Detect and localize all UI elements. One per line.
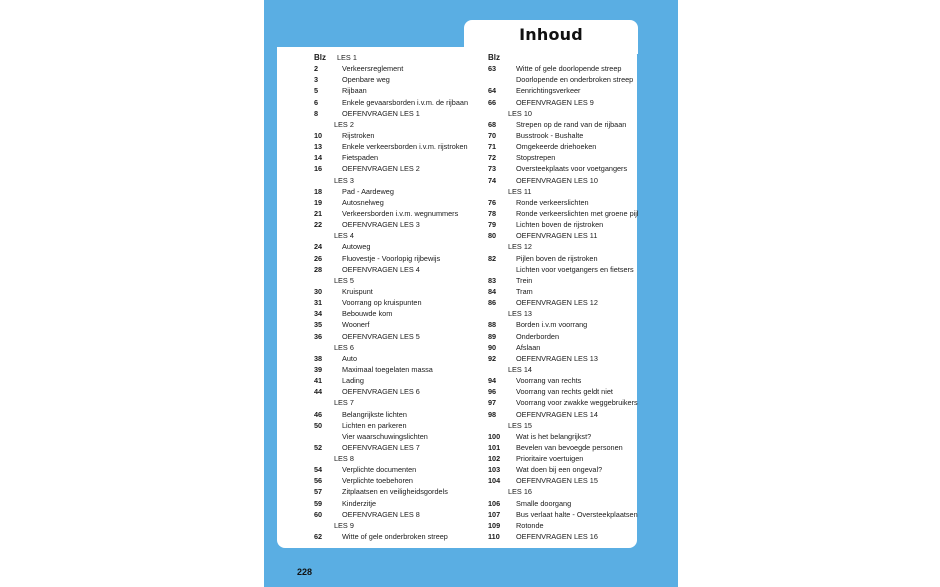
page-ref: 38 [314,353,323,363]
entry-title: Enkele gevaarsborden i.v.m. de rijbaan [342,97,469,107]
entry-title: Verkeersborden i.v.m. wegnummers [342,208,459,218]
entry-title: Witte of gele doorlopende streep [516,64,622,74]
entry-title: Maximaal toegelaten massa [342,364,433,374]
page-ref: 100 [488,431,501,441]
page-ref: 39 [314,364,323,374]
page-ref: 96 [488,387,497,397]
page-ref: 50 [314,420,323,430]
page-ref: 54 [314,465,323,475]
page-ref: 92 [488,353,497,363]
entry-title: OEFENVRAGEN LES 7 [342,442,420,452]
entry-title: Witte of gele onderbroken streep [342,532,448,542]
lesson-heading: LES 15 [508,420,532,430]
page-ref: 66 [488,97,497,107]
page-ref: 14 [314,153,323,163]
page-ref: 3 [314,75,319,85]
lesson-heading: LES 11 [508,186,532,196]
page-ref: 59 [314,498,323,508]
entry-title: Oversteekplaats voor voetgangers [516,164,628,174]
entry-title: OEFENVRAGEN LES 11 [516,231,598,241]
page-ref: 109 [488,520,501,530]
page-ref: 8 [314,108,319,118]
page-ref: 70 [488,130,497,140]
page-ref: 76 [488,197,497,207]
page-ref: 107 [488,509,501,519]
entry-title: Wat doen bij een ongeval? [516,465,603,475]
page-number: 228 [297,567,313,577]
page-ref: 83 [488,275,497,285]
entry-title: Strepen op de rand van de rijbaan [516,119,627,129]
lesson-heading: LES 2 [334,119,354,129]
page-ref: 90 [488,342,497,352]
entry-title: Wat is het belangrijkst? [516,431,592,441]
page-ref: 2 [314,64,319,74]
entry-title: Zitplaatsen en veiligheidsgordels [342,487,448,497]
page-ref: 104 [488,476,501,486]
lesson-heading: LES 1 [337,53,357,62]
entry-title: Omgekeerde driehoeken [516,142,597,152]
page-ref: 106 [488,498,501,508]
entry-title: Bus verlaat halte - Oversteekplaatsen [516,509,638,519]
entry-title: Pad - Aardeweg [342,186,394,196]
page-ref: 46 [314,409,323,419]
page-ref: 89 [488,331,497,341]
entry-title: Lichten voor voetgangers en fietsers [516,264,634,274]
page-ref: 13 [314,142,323,152]
entry-title: Vier waarschuwingslichten [342,431,428,441]
lesson-heading: LES 14 [508,364,532,374]
entry-title: Tram [516,286,533,296]
page-ref: 64 [488,86,497,96]
entry-title: Verkeersreglement [342,64,404,74]
entry-title: Stopstrepen [516,153,556,163]
entry-title: Woonerf [342,320,370,330]
entry-title: Voorrang van rechts geldt niet [516,387,613,397]
page-ref: 24 [314,242,323,252]
entry-title: Autoweg [342,242,371,252]
page-ref: 56 [314,476,323,486]
entry-title: OEFENVRAGEN LES 2 [342,164,420,174]
page-title: Inhoud [519,25,583,44]
entry-title: OEFENVRAGEN LES 14 [516,409,598,419]
entry-title: Verplichte toebehoren [342,476,413,486]
entry-title: Borden i.v.m voorrang [516,320,588,330]
page-ref: 82 [488,253,497,263]
entry-title: OEFENVRAGEN LES 13 [516,353,598,363]
entry-title: Bebouwde kom [342,309,393,319]
entry-title: Rijbaan [342,86,367,96]
entry-title: Lichten boven de rijstroken [516,220,604,230]
entry-title: Ronde verkeerslichten met groene pijl [516,208,639,218]
page-ref: 16 [314,164,323,174]
lesson-heading: LES 3 [334,175,354,185]
page-ref: 26 [314,253,323,263]
lesson-heading: LES 7 [334,398,354,408]
entry-title: Kruispunt [342,286,373,296]
page-ref: 74 [488,175,497,185]
entry-title: OEFENVRAGEN LES 3 [342,220,420,230]
entry-title: Verplichte documenten [342,465,417,475]
entry-title: OEFENVRAGEN LES 9 [516,97,594,107]
page-ref: 94 [488,376,497,386]
entry-title: OEFENVRAGEN LES 4 [342,264,420,274]
entry-title: OEFENVRAGEN LES 5 [342,331,420,341]
page-ref: 57 [314,487,323,497]
page-ref: 6 [314,97,319,107]
entry-title: Fietspaden [342,153,379,163]
page-ref: 68 [488,119,497,129]
page-ref: 36 [314,331,323,341]
page-ref: 78 [488,208,497,218]
entry-title: Bevelen van bevoegde personen [516,442,623,452]
entry-title: OEFENVRAGEN LES 8 [342,509,420,519]
entry-title: Kinderzitje [342,498,377,508]
page-ref: 34 [314,309,323,319]
entry-title: Voorrang van rechts [516,376,582,386]
blz-header: Blz [314,53,326,62]
lesson-heading: LES 4 [334,231,354,241]
page-ref: 101 [488,442,501,452]
page-ref: 60 [314,509,323,519]
lesson-heading: LES 13 [508,309,532,319]
page-ref: 79 [488,220,497,230]
entry-title: Smalle doorgang [516,498,572,508]
entry-title: Trein [516,275,533,285]
entry-title: OEFENVRAGEN LES 15 [516,476,598,486]
page-ref: 102 [488,454,501,464]
entry-title: Openbare weg [342,75,390,85]
entry-title: Lading [342,376,364,386]
entry-title: Auto [342,353,358,363]
lesson-heading: LES 12 [508,242,532,252]
entry-title: Fluovestje - Voorlopig rijbewijs [342,253,441,263]
page-ref: 110 [488,532,500,542]
entry-title: Voorrang voor zwakke weggebruikers [516,398,638,408]
entry-title: OEFENVRAGEN LES 10 [516,175,598,185]
entry-title: Doorlopende en onderbroken streep [516,75,634,85]
page-ref: 71 [488,142,497,152]
page-ref: 63 [488,64,497,74]
page-ref: 5 [314,86,319,96]
page-ref: 31 [314,298,323,308]
entry-title: Belangrijkste lichten [342,409,407,419]
entry-title: OEFENVRAGEN LES 1 [342,108,420,118]
page-ref: 41 [314,376,323,386]
page-ref: 35 [314,320,323,330]
lesson-heading: LES 9 [334,520,354,530]
page-ref: 103 [488,465,501,475]
page-ref: 28 [314,264,323,274]
page-ref: 84 [488,286,497,296]
entry-title: OEFENVRAGEN LES 12 [516,298,598,308]
lesson-heading: LES 8 [334,454,354,464]
entry-title: Autosnelweg [342,197,384,207]
page-ref: 18 [314,186,323,196]
lesson-heading: LES 10 [508,108,532,118]
page-ref: 73 [488,164,497,174]
entry-title: Lichten en parkeren [342,420,407,430]
entry-title: Busstrook - Bushalte [516,130,584,140]
blz-header: Blz [488,53,500,62]
page-ref: 52 [314,442,323,452]
page-ref: 72 [488,153,497,163]
entry-title: Prioritaire voertuigen [516,454,584,464]
page-ref: 98 [488,409,497,419]
entry-title: OEFENVRAGEN LES 16 [516,532,598,542]
page-ref: 30 [314,286,323,296]
entry-title: Eenrichtingsverkeer [516,86,581,96]
entry-title: Ronde verkeerslichten [516,197,589,207]
entry-title: Voorrang op kruispunten [342,298,422,308]
page-ref: 80 [488,231,497,241]
page-ref: 97 [488,398,497,408]
lesson-heading: LES 6 [334,342,354,352]
lesson-heading: LES 5 [334,275,354,285]
entry-title: Rijstroken [342,130,375,140]
entry-title: Onderborden [516,331,560,341]
entry-title: OEFENVRAGEN LES 6 [342,387,420,397]
entry-title: Rotonde [516,520,544,530]
lesson-heading: LES 16 [508,487,532,497]
page-ref: 19 [314,197,323,207]
entry-title: Pijlen boven de rijstroken [516,253,598,263]
entry-title: Afslaan [516,342,541,352]
page-ref: 21 [314,208,323,218]
page-ref: 86 [488,298,497,308]
page-ref: 88 [488,320,497,330]
page-ref: 10 [314,130,323,140]
page-ref: 44 [314,387,323,397]
page-ref: 62 [314,532,323,542]
entry-title: Enkele verkeersborden i.v.m. rijstroken [342,142,468,152]
page-ref: 22 [314,220,323,230]
